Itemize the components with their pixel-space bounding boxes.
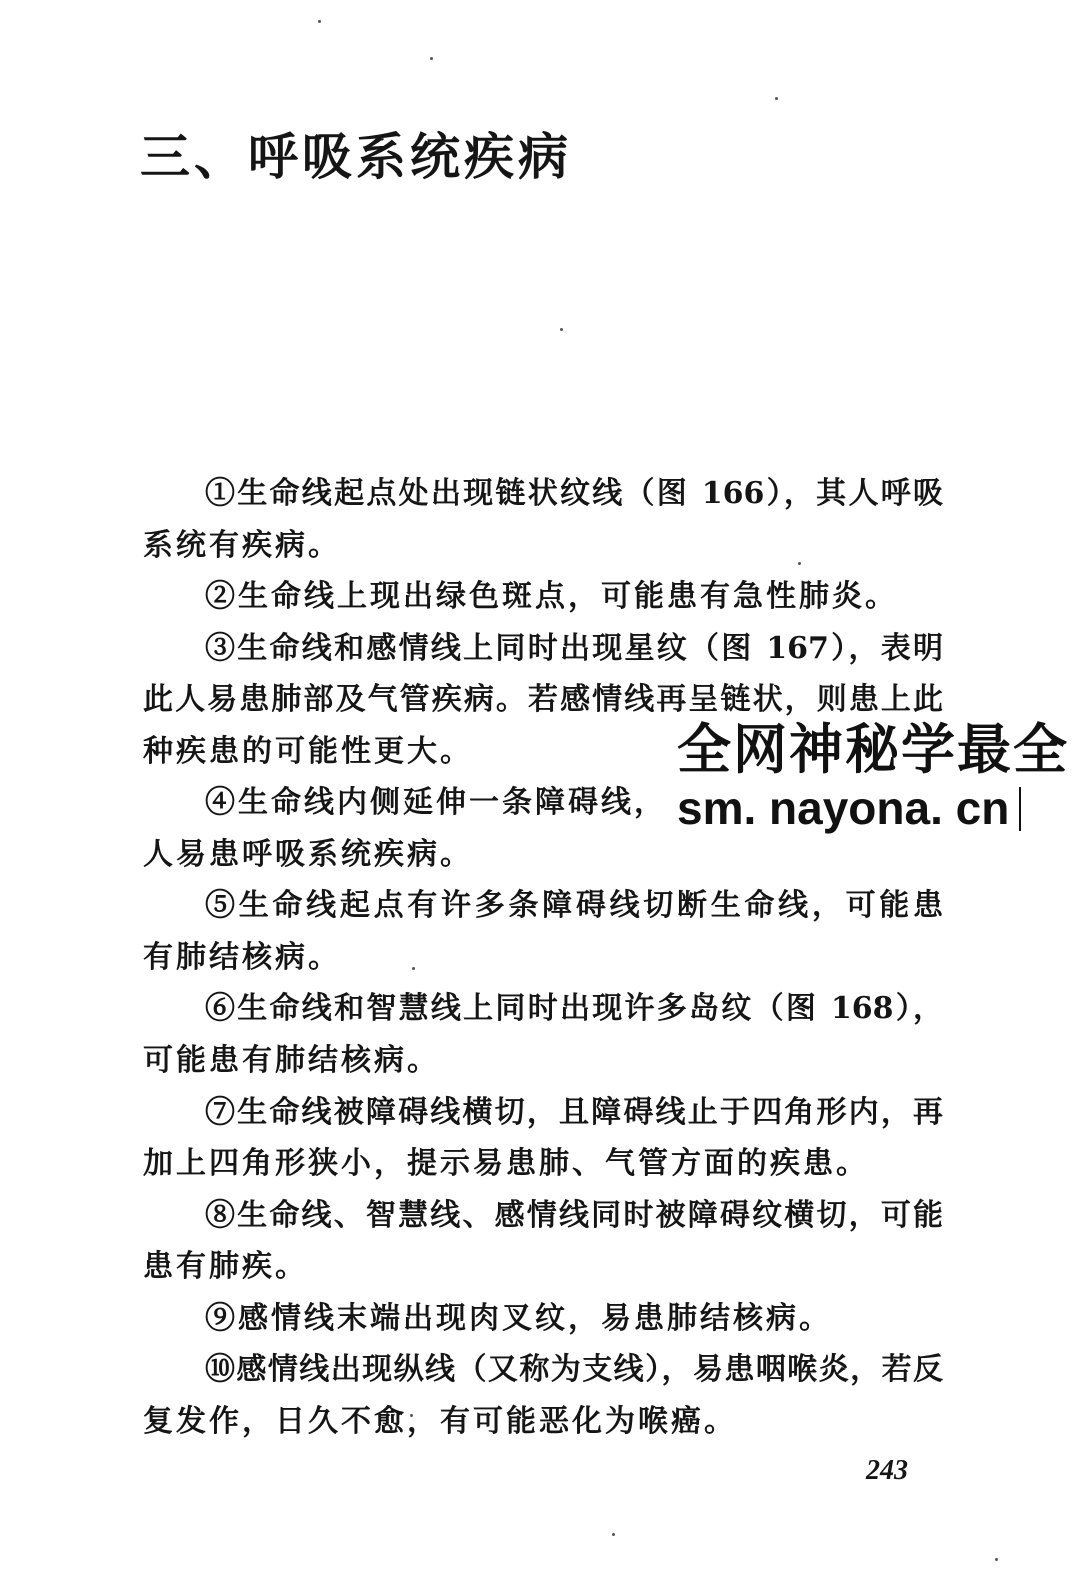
paragraph-line: ①生命线起点处出现链状纹线（图 166），其人呼吸 bbox=[205, 476, 943, 511]
paragraph-8 bbox=[143, 1190, 943, 1293]
paragraph-line: ③生命线和感情线上同时出现星纹（图 167），表明 bbox=[205, 630, 943, 666]
scan-speck bbox=[560, 328, 563, 331]
paragraph-line: 种疾患的可能性更大。 bbox=[143, 733, 473, 769]
scan-speck bbox=[430, 57, 433, 60]
paragraph-line: ⑨感情线末端出现肉叉纹，易患肺结核病。 bbox=[205, 1300, 832, 1336]
scan-speck bbox=[775, 97, 778, 100]
page-title: 三、呼吸系统疾病 bbox=[140, 127, 572, 186]
paragraph-line: ⑦生命线被障碍线横切，且障碍线止于四角形内，再 bbox=[205, 1094, 943, 1130]
watermark-title: 全网神秘学最全 bbox=[677, 720, 1069, 780]
paragraph-line: ⑧生命线、智慧线、感情线同时被障碍纹横切，可能 bbox=[205, 1197, 943, 1233]
paragraph-line: ②生命线上现出绿色斑点，可能患有急性肺炎。 bbox=[205, 579, 898, 615]
paragraph-line: 有肺结核病。 bbox=[143, 939, 341, 975]
text-cursor bbox=[1019, 787, 1021, 831]
watermark-url: sm. nayona. cn bbox=[677, 782, 1010, 834]
paragraph-line: 人易患呼吸系统疾病。 bbox=[143, 836, 473, 872]
paragraph-2 bbox=[143, 571, 943, 623]
paragraph-line: ④生命线内侧延伸一条障碍线， bbox=[205, 785, 667, 821]
paragraph-line: 患有肺疾。 bbox=[143, 1249, 308, 1285]
paragraph-line: 复发作，日久不愈，有可能恶化为喉癌。 bbox=[143, 1403, 737, 1439]
paragraph-line: ⑤生命线起点有许多条障碍线切断生命线，可能患 bbox=[205, 888, 943, 924]
paragraph-line: 可能患有肺结核病。 bbox=[143, 1043, 440, 1079]
scan-speck bbox=[995, 1558, 998, 1561]
page-number: 243 bbox=[866, 1455, 908, 1486]
paragraph-6 bbox=[143, 983, 943, 1086]
paragraph-line: ⑩感情线出现纵线（又称为支线），易患咽喉炎，若反 bbox=[205, 1352, 943, 1388]
paragraph-5 bbox=[143, 880, 943, 983]
paragraph-10 bbox=[143, 1344, 943, 1447]
paragraph-line: 系统有疾病。 bbox=[143, 527, 341, 563]
scan-speck bbox=[318, 20, 321, 23]
paragraph-line: ⑥生命线和智慧线上同时出现许多岛纹（图 168）， bbox=[205, 991, 943, 1027]
paragraph-1 bbox=[143, 468, 943, 571]
paragraph-7 bbox=[143, 1087, 943, 1190]
paragraph-line: 加上四角形狭小，提示易患肺、气管方面的疾患。 bbox=[143, 1146, 869, 1182]
scan-speck bbox=[612, 1533, 615, 1536]
body-text bbox=[143, 468, 943, 1447]
paragraph-9 bbox=[143, 1293, 943, 1345]
paragraph-line: 此人易患肺部及气管疾病。若感情线再呈链状，则患上此 bbox=[143, 682, 943, 718]
watermark-overlay bbox=[668, 718, 1080, 836]
